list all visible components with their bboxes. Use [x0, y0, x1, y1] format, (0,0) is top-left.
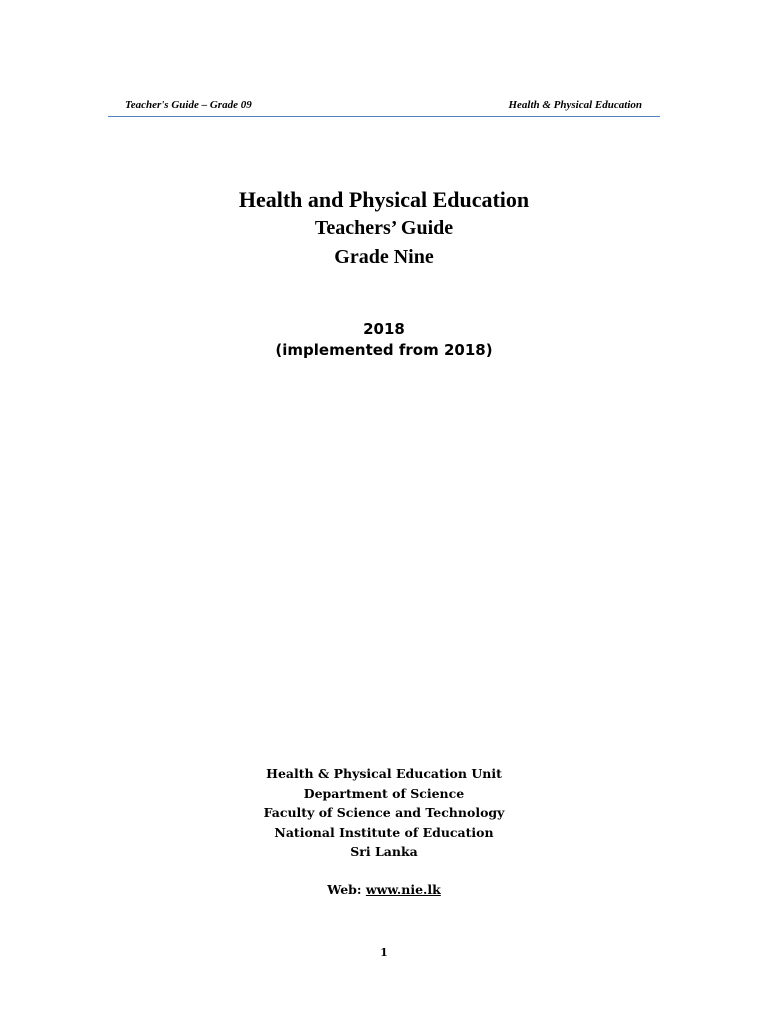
header-left-text: Teacher's Guide – Grade 09 — [125, 99, 252, 111]
web-link[interactable]: www.nie.lk — [365, 882, 441, 897]
web-line — [0, 880, 768, 899]
page-number: 1 — [380, 946, 388, 959]
edition-year: 2018 — [363, 320, 405, 338]
running-header — [108, 98, 660, 117]
publisher-unit: Health & Physical Education Unit — [266, 766, 502, 781]
implemented-note: (implemented from 2018) — [275, 341, 493, 359]
document-subtitle: Teachers’ Guide — [314, 217, 454, 239]
publisher-block — [0, 764, 768, 862]
web-label: Web: — [327, 882, 362, 897]
publisher-institute: National Institute of Education — [274, 824, 494, 840]
grade-label: Grade Nine — [334, 246, 434, 268]
publisher-department: Department of Science — [303, 785, 465, 801]
header-right-text: Health & Physical Education — [508, 99, 642, 111]
edition-block — [0, 319, 768, 361]
publisher-faculty: Faculty of Science and Technology — [263, 805, 505, 820]
publisher-country: Sri Lanka — [350, 844, 418, 859]
document-title: Health and Physical Education — [238, 187, 530, 212]
title-block — [0, 186, 768, 272]
